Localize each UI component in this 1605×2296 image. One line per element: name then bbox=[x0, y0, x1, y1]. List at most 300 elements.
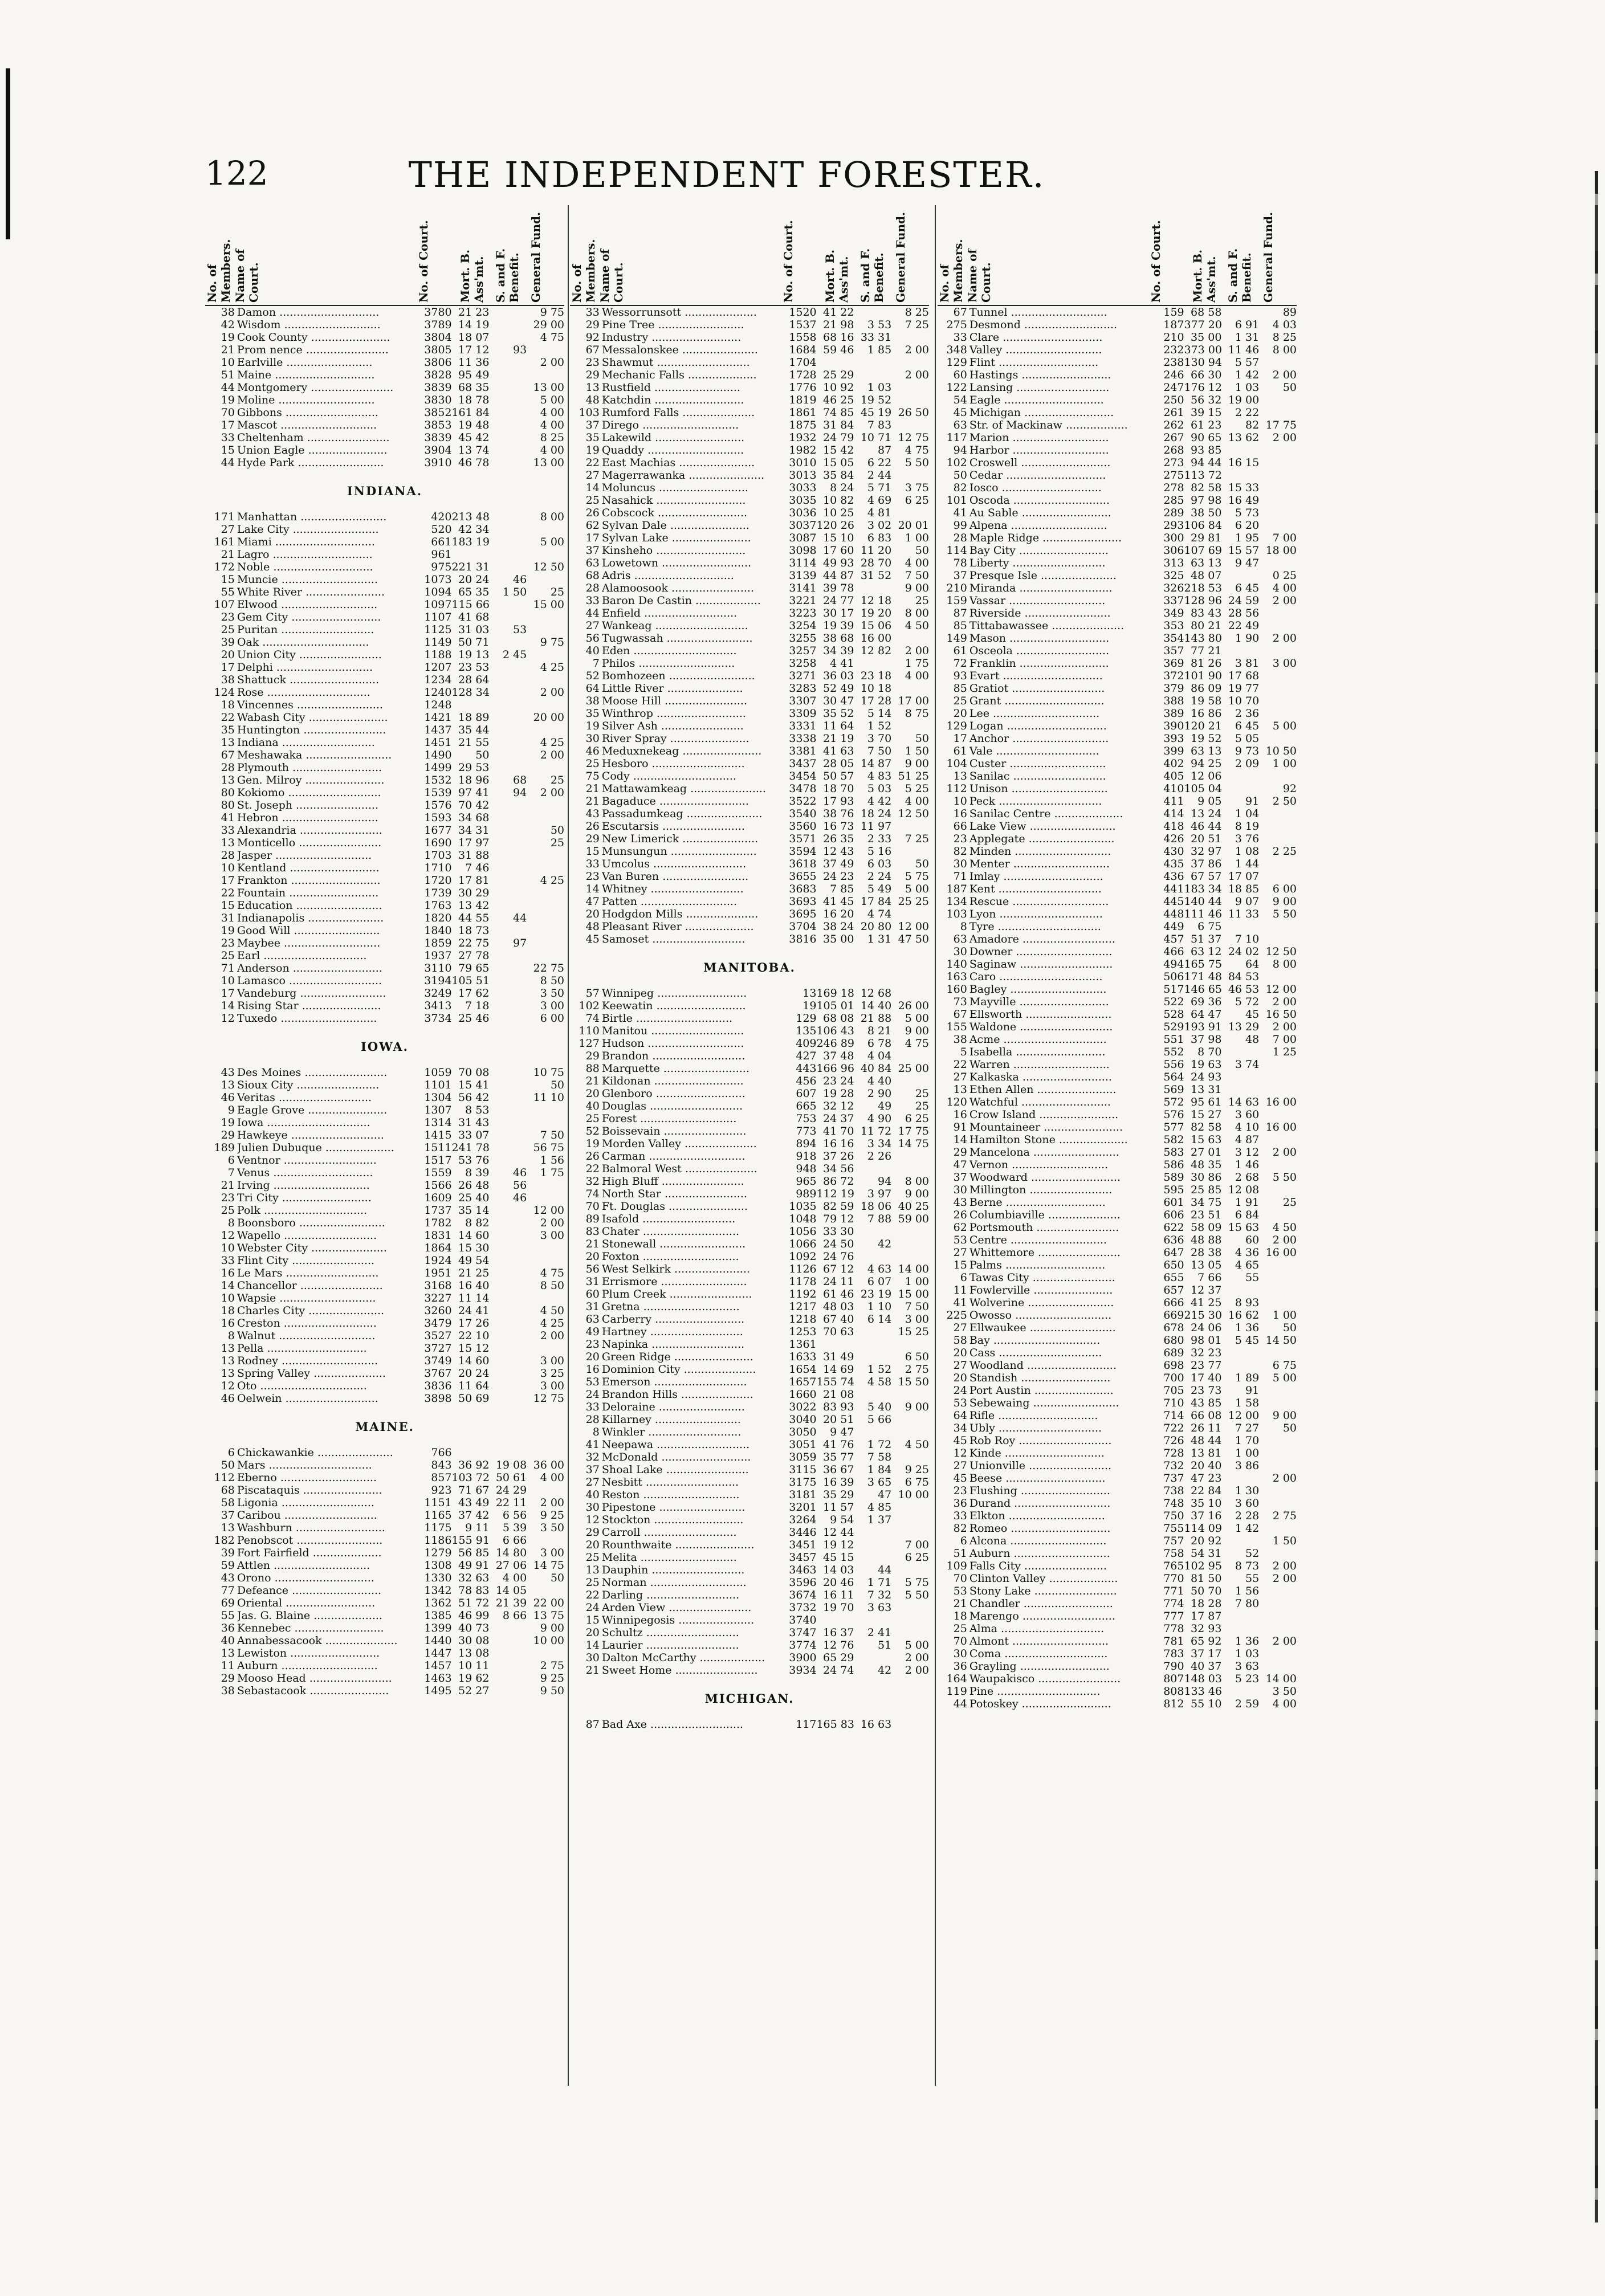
mortuary-assessment-cell: 67 57 bbox=[1191, 870, 1222, 883]
members-cell: 34 bbox=[953, 1422, 967, 1434]
mortuary-assessment-cell: 120 26 bbox=[816, 519, 854, 532]
benefit-cell: 50 61 bbox=[495, 1471, 527, 1484]
mortuary-assessment-cell: 11 14 bbox=[458, 1292, 490, 1304]
general-fund-cell bbox=[1259, 607, 1297, 619]
court-name-cell: Morden Valley ..................... bbox=[601, 1137, 757, 1150]
court-name-cell: Valley ............................ bbox=[969, 344, 1102, 356]
court-name-cell: Union Eagle ....................... bbox=[237, 444, 388, 456]
benefit-cell bbox=[489, 924, 527, 937]
mortuary-assessment-cell: 19 62 bbox=[458, 1672, 490, 1685]
general-fund-cell bbox=[1259, 557, 1297, 569]
table-row bbox=[205, 331, 564, 344]
table-row bbox=[205, 1572, 564, 1584]
members-cell: 71 bbox=[221, 962, 235, 974]
mortuary-assessment-cell: 53 76 bbox=[458, 1154, 490, 1167]
court-name-cell: Manhattan ......................... bbox=[237, 511, 387, 523]
mortuary-assessment-cell: 10 11 bbox=[458, 1659, 490, 1672]
general-fund-cell: 1 25 bbox=[1272, 1046, 1297, 1058]
mortuary-assessment-cell: 24 77 bbox=[823, 594, 854, 607]
table-row bbox=[570, 1451, 929, 1463]
court-number-cell: 388 bbox=[1163, 695, 1184, 707]
benefit-cell: 11 72 bbox=[860, 1125, 892, 1137]
benefit-cell: 5 23 bbox=[1235, 1673, 1260, 1685]
members-cell: 63 bbox=[953, 933, 967, 945]
general-fund-cell: 12 50 bbox=[898, 808, 930, 820]
general-fund-cell: 4 25 bbox=[540, 874, 565, 887]
table-row bbox=[205, 1380, 564, 1392]
table-row bbox=[938, 306, 1297, 319]
court-name-cell: Cook County ....................... bbox=[237, 331, 390, 344]
members-cell: 18 bbox=[953, 1610, 967, 1622]
court-number-cell: 576 bbox=[1163, 1108, 1184, 1121]
benefit-cell bbox=[489, 511, 527, 523]
table-row bbox=[938, 1058, 1297, 1071]
general-fund-cell bbox=[1259, 1597, 1297, 1610]
benefit-cell: 4 42 bbox=[867, 795, 892, 808]
members-cell: 45 bbox=[585, 933, 600, 945]
members-cell: 25 bbox=[585, 494, 600, 507]
members-cell: 13 bbox=[221, 1367, 235, 1380]
members-cell: 44 bbox=[221, 456, 235, 469]
general-fund-cell bbox=[1259, 970, 1297, 983]
court-name-cell: Chandler .......................... bbox=[969, 1597, 1113, 1610]
general-fund-cell bbox=[1259, 1159, 1297, 1171]
general-fund-cell: 50 bbox=[1282, 381, 1297, 394]
table-row bbox=[205, 1129, 564, 1141]
table-row bbox=[938, 1209, 1297, 1221]
members-cell: 70 bbox=[953, 1572, 967, 1585]
mortuary-assessment-cell: 15 30 bbox=[458, 1242, 490, 1254]
members-cell: 45 bbox=[953, 1472, 967, 1485]
court-number-cell: 3168 bbox=[424, 1279, 452, 1292]
court-name-cell: Evart ............................. bbox=[969, 670, 1103, 682]
table-row bbox=[570, 1651, 929, 1664]
table-row bbox=[938, 532, 1297, 544]
general-fund-cell: 2 00 bbox=[1272, 1572, 1297, 1585]
general-fund-cell: 4 50 bbox=[1272, 1221, 1297, 1234]
mortuary-assessment-cell: 71 67 bbox=[458, 1484, 490, 1496]
mortuary-assessment-cell: 94 44 bbox=[1191, 456, 1222, 469]
table-row bbox=[570, 833, 929, 845]
benefit-cell bbox=[489, 431, 527, 444]
mortuary-assessment-cell: 13 24 bbox=[1191, 808, 1222, 820]
general-fund-cell: 2 00 bbox=[540, 1217, 565, 1229]
table-row bbox=[205, 1484, 564, 1496]
court-name-cell: Cody .............................. bbox=[601, 770, 736, 782]
court-number-cell: 278 bbox=[1163, 482, 1184, 494]
court-name-cell: Defeance .......................... bbox=[237, 1584, 382, 1597]
general-fund-cell: 12 50 bbox=[533, 561, 564, 573]
mortuary-assessment-cell: 26 11 bbox=[1191, 1422, 1222, 1434]
court-number-cell: 1151 bbox=[424, 1496, 452, 1509]
header-general: General Fund. bbox=[1261, 211, 1275, 303]
court-name-cell: Mooso Head ........................ bbox=[237, 1672, 392, 1685]
court-number-cell: 3258 bbox=[789, 657, 817, 670]
benefit-cell bbox=[1221, 1535, 1259, 1547]
court-name-cell: Walnut ............................ bbox=[237, 1330, 376, 1342]
general-fund-cell: 1 00 bbox=[905, 532, 930, 544]
members-cell: 20 bbox=[585, 1087, 600, 1100]
court-name-cell: Lyon .............................. bbox=[969, 908, 1103, 920]
mortuary-assessment-cell: 17 81 bbox=[458, 874, 490, 887]
members-cell: 13 bbox=[585, 1564, 600, 1576]
table-row bbox=[570, 444, 929, 456]
table-row bbox=[570, 1388, 929, 1401]
mortuary-assessment-cell: 30 29 bbox=[458, 887, 490, 899]
court-number-cell: 3816 bbox=[789, 933, 817, 945]
mortuary-assessment-cell: 23 53 bbox=[458, 661, 490, 674]
benefit-cell: 5 57 bbox=[1235, 356, 1260, 369]
court-number-cell: 1035 bbox=[789, 1200, 817, 1213]
general-fund-cell: 2 00 bbox=[1272, 1234, 1297, 1246]
mortuary-assessment-cell: 68 58 bbox=[1191, 306, 1222, 319]
table-row bbox=[205, 949, 564, 962]
mortuary-assessment-cell: 20 46 bbox=[823, 1576, 854, 1589]
court-name-cell: Winnipeg .......................... bbox=[601, 987, 747, 1000]
table-row bbox=[938, 431, 1297, 444]
members-cell: 8 bbox=[592, 1426, 600, 1438]
benefit-cell: 55 bbox=[1245, 1572, 1260, 1585]
court-name-cell: Dauphin ........................... bbox=[601, 1564, 745, 1576]
members-cell: 69 bbox=[221, 1597, 235, 1609]
members-cell: 13 bbox=[953, 770, 967, 782]
table-row bbox=[205, 862, 564, 874]
table-row bbox=[938, 1497, 1297, 1510]
mortuary-assessment-cell: 35 52 bbox=[823, 707, 854, 720]
members-cell: 8 bbox=[960, 920, 967, 933]
general-fund-cell: 50 bbox=[550, 1079, 565, 1091]
mortuary-assessment-cell: 165 75 bbox=[1184, 958, 1222, 970]
members-cell: 19 bbox=[585, 720, 600, 732]
members-cell: 61 bbox=[953, 745, 967, 757]
benefit-cell: 44 bbox=[513, 912, 527, 924]
members-cell: 63 bbox=[953, 419, 967, 431]
court-name-cell: Delphi ............................ bbox=[237, 661, 373, 674]
general-fund-cell: 9 00 bbox=[1272, 895, 1297, 908]
court-name-cell: Chancellor ........................ bbox=[237, 1279, 383, 1292]
general-fund-cell: 3 50 bbox=[1272, 1685, 1297, 1698]
benefit-cell: 6 45 bbox=[1235, 720, 1260, 732]
benefit-cell: 2 33 bbox=[867, 833, 892, 845]
table-row bbox=[570, 707, 929, 720]
mortuary-assessment-cell: 49 91 bbox=[458, 1559, 490, 1572]
mortuary-assessment-cell: 7 85 bbox=[830, 883, 854, 895]
members-cell: 51 bbox=[221, 369, 235, 381]
table-row bbox=[570, 1062, 929, 1075]
table-row bbox=[570, 1589, 929, 1601]
general-fund-cell bbox=[891, 1250, 929, 1263]
members-cell: 17 bbox=[953, 732, 967, 745]
table-row bbox=[938, 870, 1297, 883]
court-number-cell: 790 bbox=[1163, 1660, 1184, 1673]
court-number-cell: 1520 bbox=[789, 306, 817, 319]
column-divider bbox=[568, 205, 569, 2086]
members-cell: 62 bbox=[585, 519, 600, 532]
members-cell: 61 bbox=[953, 645, 967, 657]
court-number-cell: 1279 bbox=[424, 1547, 452, 1559]
court-name-cell: Riverside ......................... bbox=[969, 607, 1111, 619]
members-cell: 182 bbox=[214, 1534, 235, 1547]
members-cell: 64 bbox=[953, 1409, 967, 1422]
court-name-cell: Earlville ......................... bbox=[237, 356, 373, 369]
benefit-cell: 6 78 bbox=[867, 1037, 892, 1050]
court-number-cell: 710 bbox=[1163, 1397, 1184, 1409]
court-number-cell: 1107 bbox=[424, 611, 452, 623]
table-row bbox=[205, 674, 564, 686]
table-row bbox=[938, 657, 1297, 670]
benefit-cell bbox=[489, 369, 527, 381]
table-row bbox=[938, 1184, 1297, 1196]
table-row bbox=[938, 519, 1297, 532]
members-cell: 110 bbox=[579, 1025, 600, 1037]
court-name-cell: Cobscock .......................... bbox=[601, 507, 748, 519]
court-name-cell: Little River ...................... bbox=[601, 682, 743, 695]
mortuary-assessment-cell: 28 05 bbox=[823, 757, 854, 770]
table-row bbox=[570, 1463, 929, 1476]
table-row bbox=[938, 1447, 1297, 1459]
mortuary-assessment-cell: 36 67 bbox=[823, 1463, 854, 1476]
mortuary-assessment-cell: 41 70 bbox=[823, 1125, 854, 1137]
mortuary-assessment-cell: 18 28 bbox=[1191, 1597, 1222, 1610]
benefit-cell bbox=[489, 674, 527, 686]
members-cell: 155 bbox=[946, 1021, 967, 1033]
mortuary-assessment-cell: 43 85 bbox=[1191, 1397, 1222, 1409]
general-fund-cell: 9 00 bbox=[905, 1188, 929, 1200]
mortuary-assessment-cell: 45 15 bbox=[823, 1551, 854, 1564]
table-row bbox=[938, 1033, 1297, 1046]
general-fund-cell: 4 50 bbox=[540, 1304, 565, 1317]
court-name-cell: Prom nence ........................ bbox=[237, 344, 389, 356]
benefit-cell: 4 04 bbox=[867, 1050, 892, 1062]
court-name-cell: Menter ............................ bbox=[969, 858, 1110, 870]
table-row bbox=[570, 1000, 929, 1012]
table-row bbox=[938, 883, 1297, 895]
mortuary-assessment-cell: 69 36 bbox=[1191, 996, 1222, 1008]
members-cell: 70 bbox=[953, 1635, 967, 1647]
benefit-cell bbox=[489, 1129, 527, 1141]
general-fund-cell bbox=[527, 1534, 564, 1547]
table-row bbox=[570, 319, 929, 331]
mortuary-assessment-cell: 193 91 bbox=[1184, 1021, 1222, 1033]
court-name-cell: Douglas ........................... bbox=[601, 1100, 743, 1112]
members-cell: 13 bbox=[221, 774, 235, 786]
court-name-cell: Laurier ........................... bbox=[601, 1639, 739, 1651]
mortuary-assessment-cell: 13 74 bbox=[458, 444, 490, 456]
members-cell: 35 bbox=[221, 724, 235, 736]
court-number-cell: 1308 bbox=[424, 1559, 452, 1572]
table-row bbox=[938, 444, 1297, 456]
benefit-cell bbox=[489, 406, 527, 419]
court-number-cell: 669 bbox=[1163, 1309, 1184, 1322]
general-fund-cell: 2 00 bbox=[905, 344, 930, 356]
table-row bbox=[570, 532, 929, 544]
benefit-cell: 45 bbox=[1245, 1008, 1260, 1021]
court-number-cell: 807 bbox=[1163, 1673, 1184, 1685]
table-row bbox=[205, 381, 564, 394]
table-row bbox=[205, 987, 564, 1000]
court-number-cell: 3780 bbox=[424, 306, 452, 319]
benefit-cell: 21 39 bbox=[495, 1597, 527, 1609]
general-fund-cell: 22 00 bbox=[533, 1597, 565, 1609]
benefit-cell: 12 18 bbox=[860, 594, 892, 607]
court-name-cell: Wabash City ....................... bbox=[237, 711, 388, 724]
members-cell: 20 bbox=[221, 649, 235, 661]
general-fund-cell: 6 25 bbox=[905, 494, 930, 507]
table-row bbox=[938, 1159, 1297, 1171]
mortuary-assessment-cell: 146 65 bbox=[1184, 983, 1222, 996]
mortuary-assessment-cell: 13 05 bbox=[1191, 1259, 1222, 1271]
benefit-cell: 1 44 bbox=[1235, 858, 1260, 870]
benefit-cell: 13 62 bbox=[1228, 431, 1260, 444]
court-name-cell: High Bluff ........................ bbox=[601, 1175, 744, 1188]
table-row bbox=[205, 874, 564, 887]
court-name-cell: Wapsie ............................ bbox=[237, 1292, 376, 1304]
court-number-cell: 285 bbox=[1163, 494, 1184, 507]
general-fund-cell bbox=[1259, 1485, 1297, 1497]
court-number-cell: 569 bbox=[1163, 1083, 1184, 1096]
table-row bbox=[938, 670, 1297, 682]
members-cell: 67 bbox=[221, 749, 235, 761]
table-row bbox=[570, 1363, 929, 1376]
table-row bbox=[570, 908, 929, 920]
mortuary-assessment-cell: 24 41 bbox=[458, 1304, 490, 1317]
table-row bbox=[570, 406, 929, 419]
table-row bbox=[205, 344, 564, 356]
members-cell: 40 bbox=[585, 645, 600, 657]
benefit-cell bbox=[854, 1388, 891, 1401]
general-fund-cell bbox=[891, 820, 929, 833]
members-cell: 13 bbox=[221, 1522, 235, 1534]
table-row bbox=[205, 1496, 564, 1509]
members-cell: 275 bbox=[946, 319, 967, 331]
members-cell: 23 bbox=[953, 1485, 967, 1497]
court-number-cell: 402 bbox=[1163, 757, 1184, 770]
table-row bbox=[938, 1522, 1297, 1535]
general-fund-cell bbox=[1259, 1083, 1297, 1096]
court-name-cell: Isabella .......................... bbox=[969, 1046, 1106, 1058]
court-number-cell: 448 bbox=[1163, 908, 1184, 920]
general-fund-cell bbox=[1259, 1610, 1297, 1622]
table-row bbox=[570, 1426, 929, 1438]
court-name-cell: Watchful .......................... bbox=[969, 1096, 1111, 1108]
court-name-cell: Ligonia ........................... bbox=[237, 1496, 374, 1509]
general-fund-cell bbox=[1259, 494, 1297, 507]
court-name-cell: Millington ........................ bbox=[969, 1184, 1113, 1196]
general-fund-cell: 10 00 bbox=[898, 1488, 930, 1501]
benefit-cell: 3 86 bbox=[1235, 1459, 1260, 1472]
court-name-cell: Nasahick .......................... bbox=[601, 494, 746, 507]
table-row bbox=[570, 1326, 929, 1338]
members-cell: 21 bbox=[221, 1179, 235, 1192]
court-name-cell: Eberno ............................ bbox=[237, 1471, 377, 1484]
court-number-cell: 247 bbox=[1163, 381, 1184, 394]
court-name-cell: Auburn ............................ bbox=[237, 1659, 378, 1672]
mortuary-assessment-cell: 101 90 bbox=[1184, 670, 1222, 682]
members-cell: 28 bbox=[221, 761, 235, 774]
table-row bbox=[570, 1238, 929, 1250]
benefit-cell: 1 03 bbox=[1235, 381, 1260, 394]
members-cell: 30 bbox=[953, 1647, 967, 1660]
benefit-cell: 3 34 bbox=[867, 1137, 892, 1150]
mortuary-assessment-cell: 37 42 bbox=[458, 1509, 490, 1522]
table-row bbox=[205, 1116, 564, 1129]
general-fund-cell bbox=[891, 1514, 929, 1526]
general-fund-cell: 4 25 bbox=[540, 736, 565, 749]
court-name-cell: Magerrawanka ...................... bbox=[601, 469, 765, 482]
court-number-cell: 3181 bbox=[789, 1488, 817, 1501]
general-fund-cell: 9 00 bbox=[540, 1622, 565, 1634]
general-fund-cell: 5 25 bbox=[905, 782, 930, 795]
members-cell: 21 bbox=[585, 1075, 600, 1087]
benefit-cell: 5 14 bbox=[867, 707, 892, 720]
court-number-cell: 1499 bbox=[424, 761, 452, 774]
general-fund-cell bbox=[527, 369, 564, 381]
general-fund-cell: 3 00 bbox=[540, 1547, 565, 1559]
court-number-cell: 1532 bbox=[424, 774, 452, 786]
court-number-cell: 3463 bbox=[789, 1564, 817, 1576]
court-name-cell: Dalton McCarthy ................... bbox=[601, 1651, 765, 1664]
benefit-cell: 24 59 bbox=[1228, 594, 1260, 607]
table-row bbox=[570, 331, 929, 344]
benefit-cell: 5 71 bbox=[867, 482, 892, 494]
members-cell: 67 bbox=[953, 1008, 967, 1021]
benefit-cell: 5 49 bbox=[867, 883, 892, 895]
mortuary-assessment-cell: 28 38 bbox=[1191, 1246, 1222, 1259]
scan-edge-mark bbox=[6, 68, 10, 239]
court-number-cell: 666 bbox=[1163, 1296, 1184, 1309]
table-row bbox=[570, 594, 929, 607]
members-cell: 109 bbox=[946, 1560, 967, 1572]
members-cell: 11 bbox=[953, 1284, 967, 1296]
general-fund-cell: 47 50 bbox=[898, 933, 930, 945]
members-cell: 82 bbox=[953, 845, 967, 858]
members-cell: 68 bbox=[585, 569, 600, 582]
benefit-cell: 46 bbox=[513, 1167, 527, 1179]
table-row bbox=[570, 645, 929, 657]
general-fund-cell: 13 75 bbox=[533, 1609, 565, 1622]
table-row bbox=[205, 1534, 564, 1547]
general-fund-cell bbox=[891, 987, 929, 1000]
members-cell: 114 bbox=[946, 544, 967, 557]
table-row bbox=[938, 1660, 1297, 1673]
benefit-cell: 3 81 bbox=[1235, 657, 1260, 670]
members-cell: 82 bbox=[953, 1522, 967, 1535]
general-fund-cell: 4 50 bbox=[905, 1438, 930, 1451]
members-cell: 13 bbox=[585, 381, 600, 394]
mortuary-assessment-cell: 8 39 bbox=[465, 1167, 490, 1179]
court-name-cell: Frankton .......................... bbox=[237, 874, 381, 887]
benefit-cell bbox=[854, 1614, 891, 1626]
table-row bbox=[205, 1267, 564, 1279]
court-number-cell: 3223 bbox=[789, 607, 817, 619]
general-fund-cell: 2 00 bbox=[1272, 1021, 1297, 1033]
general-fund-cell bbox=[1259, 732, 1297, 745]
benefit-cell: 1 95 bbox=[1235, 532, 1260, 544]
members-cell: 83 bbox=[585, 1225, 600, 1238]
court-name-cell: Kinsheho .......................... bbox=[601, 544, 746, 557]
court-number-cell: 765 bbox=[1163, 1560, 1184, 1572]
benefit-cell: 2 24 bbox=[867, 870, 892, 883]
court-name-cell: Woodward .......................... bbox=[969, 1171, 1121, 1184]
benefit-cell: 7 58 bbox=[867, 1451, 892, 1463]
court-name-cell: Ethen Allen ....................... bbox=[969, 1083, 1117, 1096]
court-name-cell: Hawkeye ........................... bbox=[237, 1129, 384, 1141]
table-row bbox=[205, 924, 564, 937]
court-name-cell: Flint ............................. bbox=[969, 356, 1099, 369]
general-fund-cell bbox=[527, 761, 564, 774]
court-number-cell: 3059 bbox=[789, 1451, 817, 1463]
table-row bbox=[205, 1000, 564, 1012]
